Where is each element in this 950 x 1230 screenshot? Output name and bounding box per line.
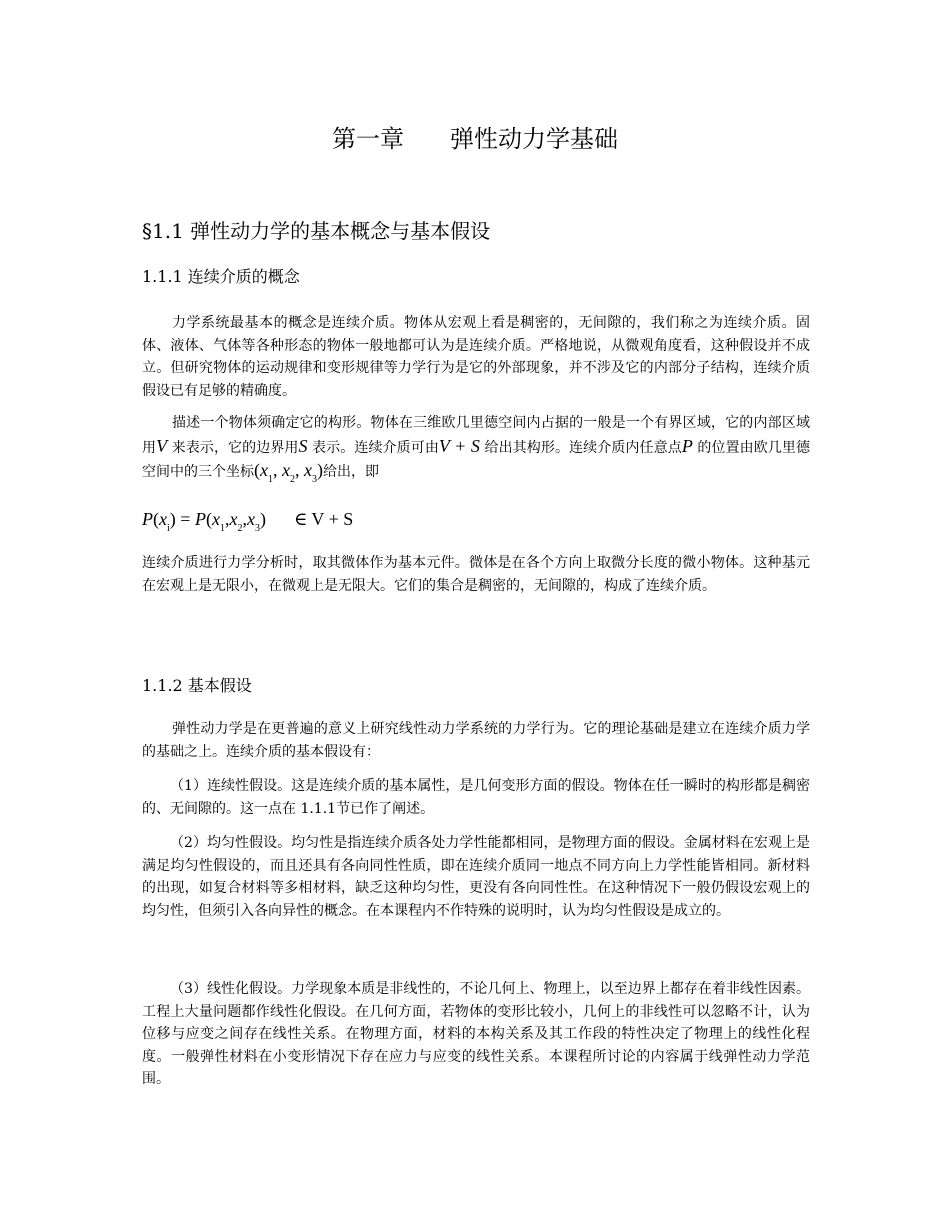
text: 描述一个物体须确定它的构形。物体在三维欧几里德空间内占据的一般是一个有界区域，它的内部区域用 — [142, 415, 810, 456]
math-p: P — [681, 435, 693, 456]
paragraph-homogeneity-assumption: （2）均匀性假设。均匀性是指连续介质各处力学性能都相同，是物理方面的假设。金属材料在宏观上是满足均匀性假设的，而且还具有各向同性性质，即在连续介质同一地点不同方向上力学性能皆相同。新材料的出现，如复合材料等多相材料，缺乏这种均匀性，更没有各向同性性。在这种情况下一般仍假设宏观上的均匀性，但须引入各向异性的概念。在本课程内不作特殊的说明时，认为均匀性假设是成立的。 — [142, 835, 810, 919]
coordinate-tuple: ($x_1$, $x_2$, $x_3$) — [254, 460, 323, 485]
paragraph-microelement: 连续介质进行力学分析时，取其微体作为基本元件。微体是在各个方向上取微分长度的微小物体。这种基元在宏观上是无限小，在微观上是无限大。它们的集合是稠密的，无间隙的，构成了连续介质。 — [142, 555, 810, 594]
chapter-name: 弹性动力学基础 — [450, 125, 618, 153]
chapter-title — [0, 122, 950, 156]
subsection-title-1-1-2: 1.1.2 基本假设 — [142, 676, 252, 695]
text: 表示。连续介质可由 — [307, 439, 439, 456]
text: 的位置由欧几里德空间中的三个坐标 — [142, 439, 811, 480]
text: 来表示，它的边界用 — [167, 439, 299, 456]
text: 给出，即 — [323, 464, 379, 480]
paragraph-linearization-assumption: （3）线性化假设。力学现象本质是非线性的，不论几何上、物理上，以至边界上都存在着非线性因素。工程上大量问题都作线性化假设。在几何方面，若物体的变形比较小，几何上的非线性可以忽略不计，认为位移与应变之间存在线性关系。在物理方面，材料的本构关系及其工作段的特性决定了物理上的线性化程度。一般弹性材料在小变形情况下存在应力与应变的线性关系。本课程所讨论的内容属于线弹性动力学范围。 — [142, 981, 810, 1087]
paragraph-configuration — [142, 412, 810, 492]
text: 给出其构形。连续介质内任意点 — [479, 439, 682, 456]
position-formula: $P(x_i) = P(x_1,x_2,x_3)$ ∈ V + S — [142, 509, 354, 534]
paragraph-basic-assumptions: 弹性动力学是在更普遍的意义上研究线性动力学系统的力学行为。它的理论基础是建立在连续介质力学的基础之上。连续介质的基本假设有： — [142, 721, 810, 760]
formula-domain: ∈ V + S — [293, 509, 354, 529]
paragraph-continuum-concept: 力学系统最基本的概念是连续介质。物体从宏观上看是稠密的，无间隙的，我们称之为连续介质。固体、液体、气体等各种形态的物体一般地都可认为是连续介质。严格地说，从微观角度看，这种假设并不成立。但研究物体的运动规律和变形规律等力学行为是它的外部现象，并不涉及它的内部分子结构，连续介质假设已有足够的精确度。 — [142, 315, 810, 399]
math-v: V — [156, 435, 168, 456]
section-title: §1.1 弹性动力学的基本概念与基本假设 — [142, 219, 491, 243]
paragraph-continuity-assumption: （1）连续性假设。这是连续介质的基本属性，是几何变形方面的假设。物体在任一瞬时的构形都是稠密的、无间隙的。这一点在 1.1.1节已作了阐述。 — [142, 778, 810, 817]
subsection-title-1-1-1: 1.1.1 连续介质的概念 — [142, 267, 300, 286]
math-v-plus-s: V + S — [438, 435, 480, 456]
chapter-number: 第一章 — [332, 125, 404, 153]
math-s: S — [298, 435, 308, 456]
